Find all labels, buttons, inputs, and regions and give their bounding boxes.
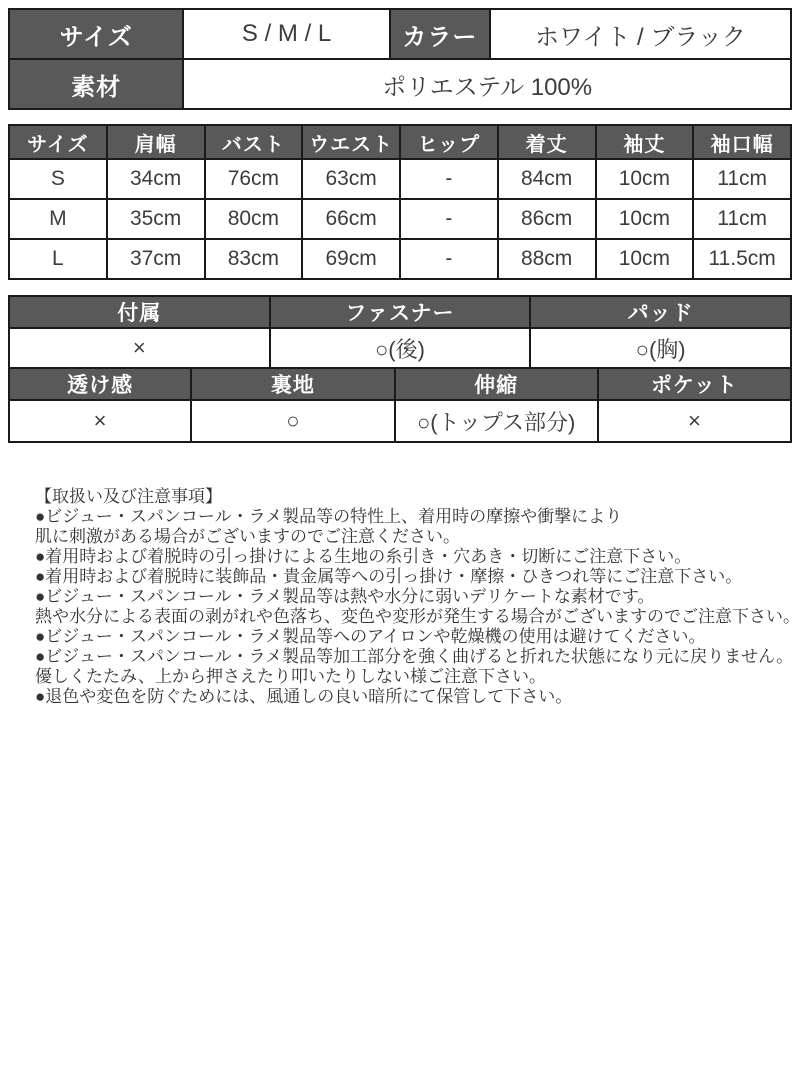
measure-cell: 66cm	[302, 199, 400, 239]
color-label-cell: カラー	[390, 9, 490, 59]
size-cell: L	[9, 239, 107, 279]
feature-value-cell: ×	[9, 328, 270, 368]
column-header: ファスナー	[270, 296, 531, 328]
column-header: ウエスト	[302, 125, 400, 159]
column-header: 裏地	[191, 368, 394, 400]
features-header-row	[9, 296, 791, 328]
note-line: ●着用時および着脱時の引っ掛けによる生地の糸引き・穴あき・切断にご注意下さい。	[35, 547, 692, 566]
measure-cell: 86cm	[498, 199, 596, 239]
note-line: ●ビジュー・スパンコール・ラメ製品等へのアイロンや乾燥機の使用は避けてください。	[35, 627, 706, 646]
column-header: 透け感	[9, 368, 191, 400]
measure-cell: 11cm	[693, 199, 791, 239]
note-line: ●ビジュー・スパンコール・ラメ製品等加工部分を強く曲げると折れた状態になり元に戻りません。	[35, 647, 794, 666]
measure-cell: 10cm	[596, 159, 694, 199]
size-cell: S	[9, 159, 107, 199]
column-header: ポケット	[598, 368, 791, 400]
note-line: ●ビジュー・スパンコール・ラメ製品等の特性上、着用時の摩擦や衝撃により	[35, 507, 623, 526]
features-table-a	[8, 295, 792, 369]
measure-cell: 83cm	[205, 239, 303, 279]
measure-cell: 10cm	[596, 239, 694, 279]
feature-value-cell: ○(胸)	[530, 328, 791, 368]
table-row	[9, 9, 791, 59]
column-header: 付属	[9, 296, 270, 328]
measure-cell: 69cm	[302, 239, 400, 279]
measure-cell: 37cm	[107, 239, 205, 279]
spec-table	[8, 8, 792, 110]
column-header: ヒップ	[400, 125, 498, 159]
measure-cell: 11.5cm	[693, 239, 791, 279]
measure-cell: 80cm	[205, 199, 303, 239]
size-value-cell: S / M / L	[183, 9, 389, 59]
color-value-cell: ホワイト / ブラック	[490, 9, 791, 59]
features-table-b	[8, 367, 792, 443]
column-header: 伸縮	[395, 368, 598, 400]
measure-cell: -	[400, 239, 498, 279]
size-cell: M	[9, 199, 107, 239]
note-line: 肌に刺激がある場合がございますのでご注意ください。	[35, 527, 460, 546]
measure-cell: -	[400, 199, 498, 239]
measure-cell: 34cm	[107, 159, 205, 199]
measure-cell: 10cm	[596, 199, 694, 239]
note-line: ●着用時および着脱時に装飾品・貴金属等への引っ掛け・摩擦・ひきつれ等にご注意下さい。	[35, 567, 743, 586]
table-row	[9, 400, 791, 442]
column-header: サイズ	[9, 125, 107, 159]
measurements-table	[8, 124, 792, 280]
feature-value-cell: ×	[9, 400, 191, 442]
column-header: バスト	[205, 125, 303, 159]
feature-value-cell: ×	[598, 400, 791, 442]
measure-cell: 84cm	[498, 159, 596, 199]
column-header: 袖口幅	[693, 125, 791, 159]
features-header-row	[9, 368, 791, 400]
column-header: 袖丈	[596, 125, 694, 159]
measure-cell: 76cm	[205, 159, 303, 199]
measure-cell: -	[400, 159, 498, 199]
measurements-header-row	[9, 125, 791, 159]
note-line: 優しくたたみ、上から押さえたり叩いたりしない様ご注意下さい。	[35, 667, 547, 686]
table-row	[9, 328, 791, 368]
note-line: 熱や水分による表面の剥がれや色落ち、変色や変形が発生する場合がございますのでご注意下さい。	[35, 607, 800, 626]
measure-cell: 35cm	[107, 199, 205, 239]
handling-notes	[35, 487, 800, 707]
material-label-cell: 素材	[9, 59, 183, 109]
measure-cell: 63cm	[302, 159, 400, 199]
column-header: 肩幅	[107, 125, 205, 159]
material-value-cell: ポリエステル 100%	[183, 59, 791, 109]
measure-cell: 88cm	[498, 239, 596, 279]
notes-title: 【取扱い及び注意事項】	[35, 487, 222, 506]
note-line: ●退色や変色を防ぐためには、風通しの良い暗所にて保管して下さい。	[35, 687, 573, 706]
note-line: ●ビジュー・スパンコール・ラメ製品等は熱や水分に弱いデリケートな素材です。	[35, 587, 655, 606]
table-row	[9, 199, 791, 239]
feature-value-cell: ○(後)	[270, 328, 531, 368]
column-header: パッド	[530, 296, 791, 328]
size-label-cell: サイズ	[9, 9, 183, 59]
column-header: 着丈	[498, 125, 596, 159]
table-row	[9, 59, 791, 109]
table-row	[9, 239, 791, 279]
feature-value-cell: ○(トップス部分)	[395, 400, 598, 442]
measure-cell: 11cm	[693, 159, 791, 199]
table-row	[9, 159, 791, 199]
feature-value-cell: ○	[191, 400, 394, 442]
